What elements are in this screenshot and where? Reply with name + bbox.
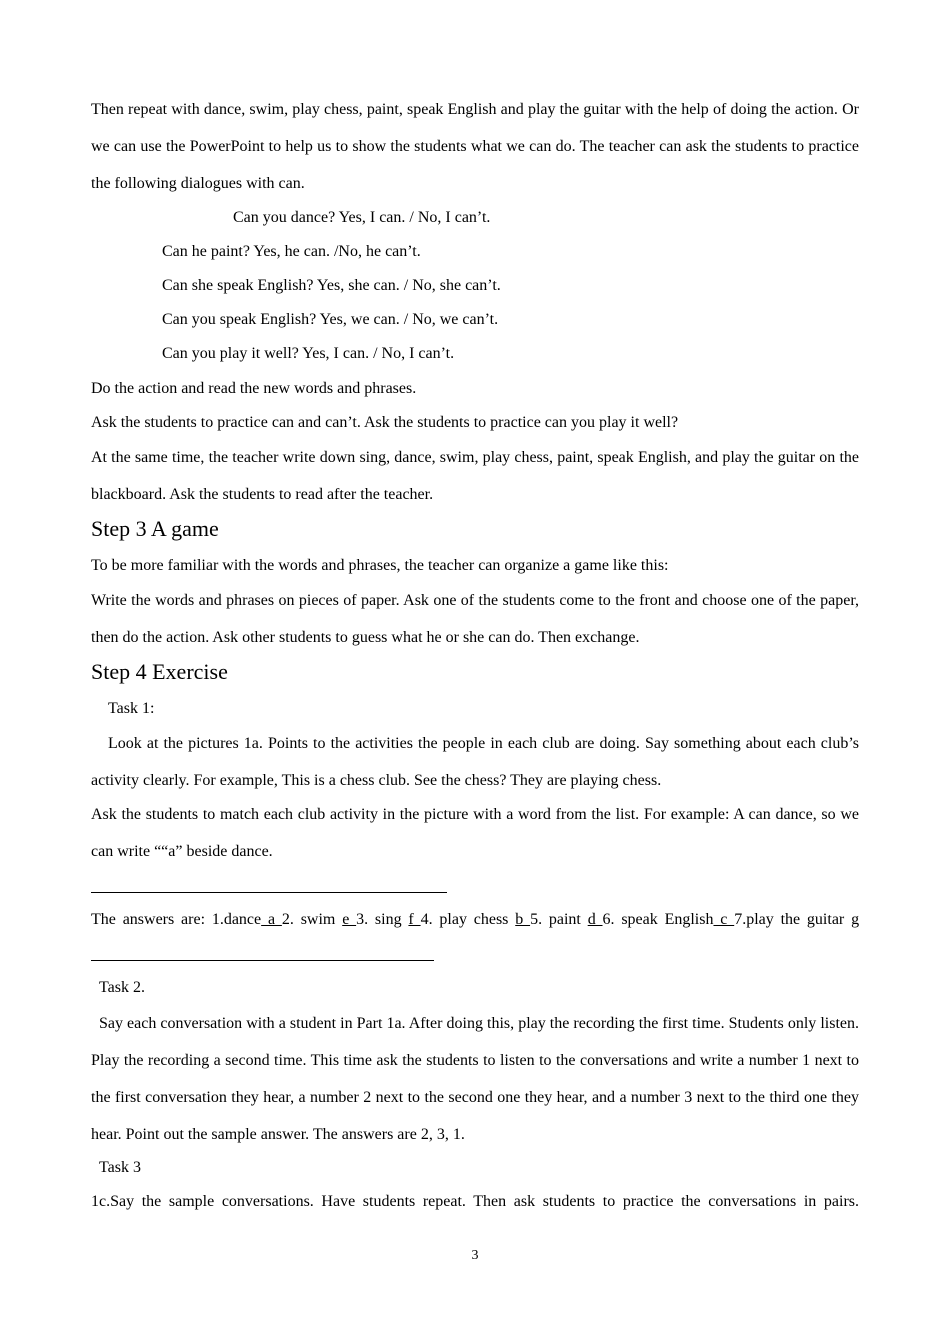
task1-paragraph-1: Look at the pictures 1a. Points to the activities the people in each club are doing. Say something about each club’s activity clearly. For example, This is a chess club. See the chess? They are playing chess. bbox=[91, 735, 859, 789]
dialogue-line-5: Can you play it well? Yes, I can. / No, I can’t. bbox=[162, 345, 455, 362]
action-paragraph: Do the action and read the new words and phrases. bbox=[91, 380, 417, 397]
intro-paragraph: Then repeat with dance, swim, play chess, paint, speak English and play the guitar with the help of doing the action. Or we can use the PowerPoint to help us to show the students what we can do. The teacher can ask the students to practice the following dialogues with can. bbox=[91, 101, 859, 192]
answer-blank-4: b bbox=[515, 911, 531, 928]
answers-prefix: The answers are: 1.dance bbox=[91, 911, 262, 928]
step3-heading: Step 3 A game bbox=[91, 516, 219, 541]
step3-paragraph-2: Write the words and phrases on pieces of paper. Ask one of the students come to the front and choose one of the paper, then do the action. Ask other students to guess what he or she can do. Then exchange. bbox=[91, 592, 859, 646]
answer-text-3: 3. sing bbox=[356, 911, 409, 928]
task2-paragraph: Say each conversation with a student in Part 1a. After doing this, play the recording the first time. Students only listen. Play the recording a second time. This time ask the students to listen to the conversations and write a number 1 next to the first conversation they hear, a number 2 next to the second one they hear, and a number 3 next to the third one they hear. Point out the sample answer. The answers are 2, 3, 1. bbox=[91, 1015, 859, 1143]
separator-line-bottom bbox=[91, 960, 434, 961]
answer-blank-1: a bbox=[261, 911, 282, 928]
dialogue-line-3: Can she speak English? Yes, she can. / No, she can’t. bbox=[162, 277, 501, 294]
dialogue-line-1: Can you dance? Yes, I can. / No, I can’t. bbox=[233, 209, 491, 226]
answers-line bbox=[91, 908, 859, 932]
practice-paragraph: Ask the students to practice can and can’t. Ask the students to practice can you play it well? bbox=[91, 414, 679, 431]
answer-text-4: 4. play chess bbox=[420, 911, 516, 928]
answer-blank-6: c bbox=[713, 911, 735, 928]
answer-blank-5: d bbox=[587, 911, 603, 928]
page-number: 3 bbox=[471, 1248, 479, 1263]
step4-heading: Step 4 Exercise bbox=[91, 659, 228, 684]
task1-paragraph-2: Ask the students to match each club activity in the picture with a word from the list. For example: A can dance, so we can write ““a” beside dance. bbox=[91, 806, 859, 860]
separator-line-top bbox=[91, 892, 447, 893]
task1-label: Task 1: bbox=[108, 700, 155, 717]
answer-text-2: 2. swim bbox=[281, 911, 343, 928]
task3-paragraph: 1c.Say the sample conversations. Have students repeat. Then ask students to practice the conversations in pairs. bbox=[91, 1193, 859, 1210]
task3-label: Task 3 bbox=[99, 1159, 141, 1176]
answer-blank-2: e bbox=[342, 911, 357, 928]
answer-blank-7: g bbox=[851, 911, 860, 928]
task2-label: Task 2. bbox=[99, 979, 145, 996]
answer-text-7: 7.play the guitar bbox=[734, 911, 852, 928]
dialogue-line-4: Can you speak English? Yes, we can. / No, we can’t. bbox=[162, 311, 499, 328]
blackboard-paragraph: At the same time, the teacher write down sing, dance, swim, play chess, paint, speak English, and play the guitar on the blackboard. Ask the students to read after the teacher. bbox=[91, 449, 859, 503]
dialogue-line-2: Can he paint? Yes, he can. /No, he can’t. bbox=[162, 243, 421, 260]
answer-blank-3: f bbox=[408, 911, 421, 928]
answer-text-6: 6. speak English bbox=[602, 911, 714, 928]
answer-text-5: 5. paint bbox=[530, 911, 588, 928]
step3-paragraph-1: To be more familiar with the words and phrases, the teacher can organize a game like this: bbox=[91, 557, 669, 574]
